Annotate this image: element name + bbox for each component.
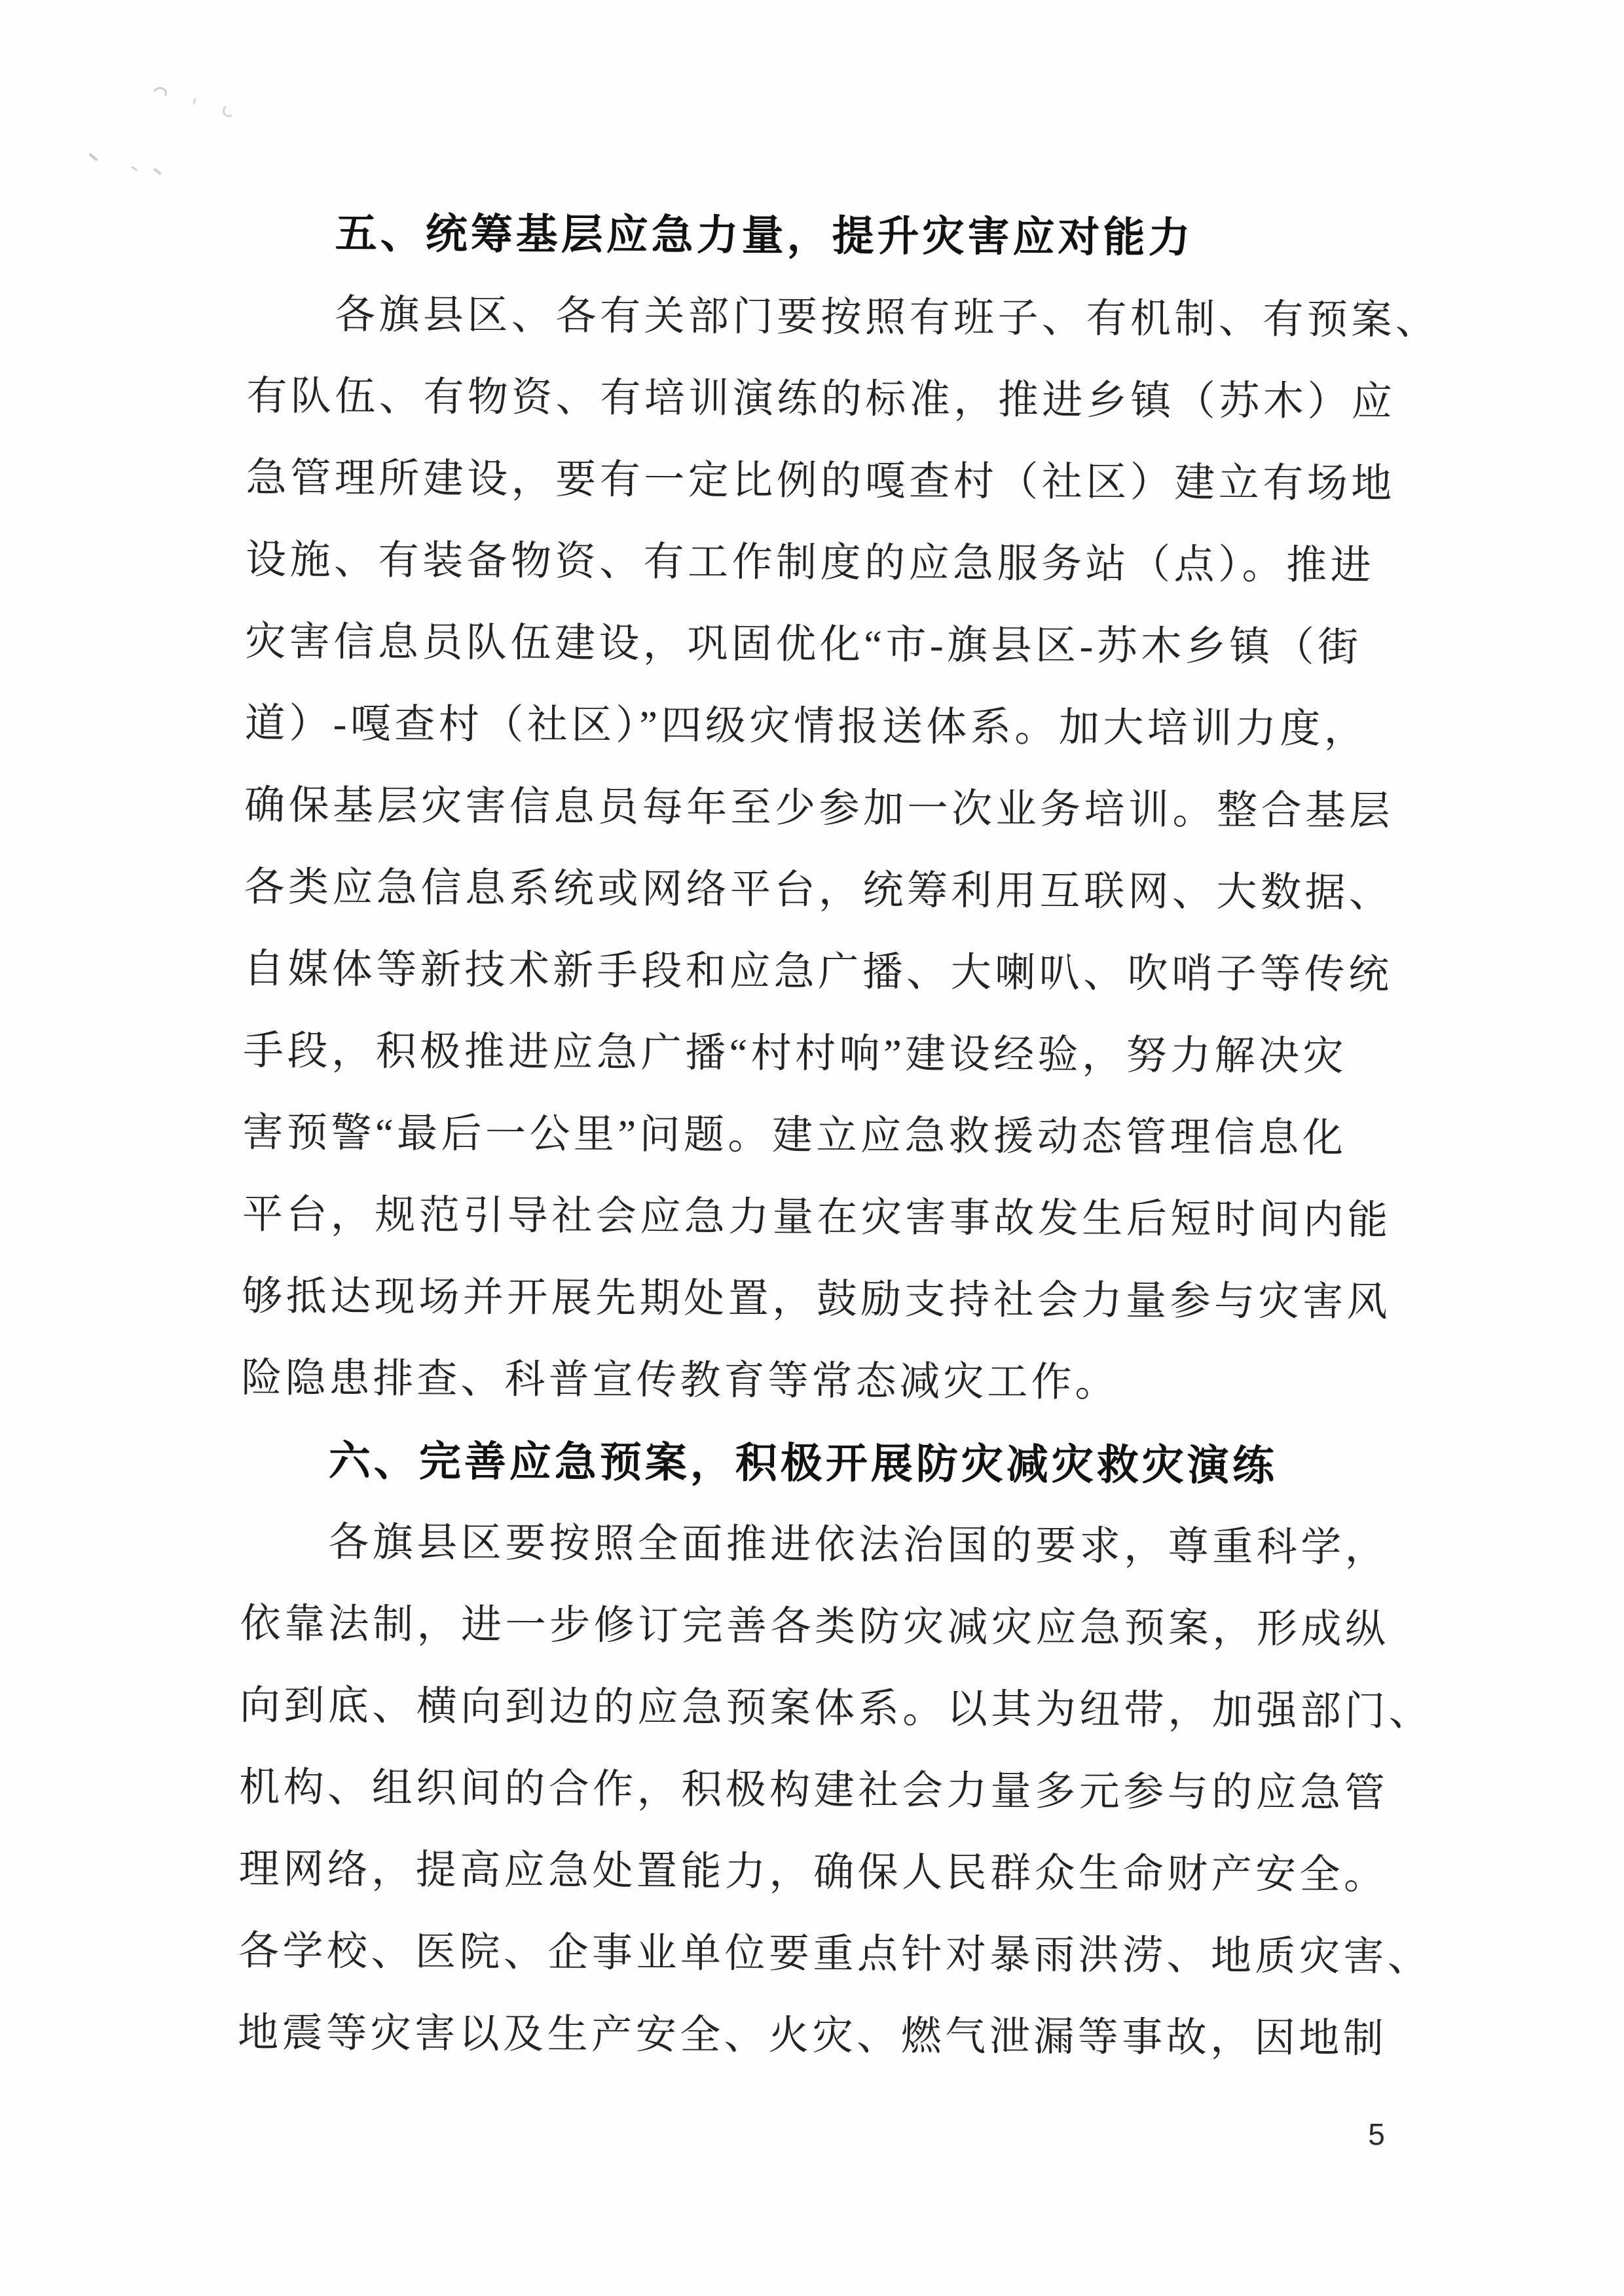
scan-artifact: [153, 168, 162, 175]
text-line: 够抵达现场并开展先期处置，鼓励支持社会力量参与灾害风: [242, 1274, 1392, 1325]
text-line: 各类应急信息系统或网络平台，统筹利用互联网、大数据、: [244, 865, 1393, 916]
text-line: 各旗县区要按照全面推进依法治国的要求，尊重科学，: [328, 1520, 1390, 1571]
text-line: 有队伍、有物资、有培训演练的标准，推进乡镇（苏木）应: [246, 374, 1396, 425]
text-line: 道）-嘎查村（社区）”四级灾情报送体系。加大培训力度，: [244, 701, 1369, 752]
text-line: 险隐患排查、科普宣传教育等常态减灾工作。: [241, 1356, 1119, 1406]
page-number: 5: [1368, 2117, 1385, 2151]
text-line: 依靠法制，进一步修订完善各类防灾减灾应急预案，形成纵: [240, 1601, 1390, 1652]
text-line: 确保基层灾害信息员每年至少参加一次业务培训。整合基层: [244, 783, 1394, 834]
text-line: 平台，规范引导社会应急力量在灾害事故发生后短时间内能: [242, 1192, 1392, 1243]
text-line: 理网络，提高应急处置能力，确保人民群众生命财产安全。: [238, 1847, 1388, 1898]
scan-artifact: [193, 98, 201, 106]
text-line: 各旗县区、各有关部门要按照有班子、有机制、有预案、: [334, 293, 1440, 343]
scan-artifact: [151, 85, 169, 102]
text-line: 地震等灾害以及生产安全、火灾、燃气泄漏等事故，因地制: [238, 2011, 1388, 2062]
section-heading: 五、统筹基层应急力量，提升灾害应对能力: [335, 210, 1194, 261]
scan-artifact: [131, 166, 138, 171]
text-line: 手段，积极推进应急广播“村村响”建设经验，努力解决灾: [242, 1029, 1348, 1080]
document-body: [238, 192, 1440, 2080]
scan-artifact: [88, 153, 98, 162]
text-line: 灾害信息员队伍建设，巩固优化“市-旗县区-苏木乡镇（街: [245, 619, 1362, 670]
scan-artifact: [221, 103, 236, 118]
text-line: 急管理所建设，要有一定比例的嘎查村（社区）建立有场地: [246, 456, 1395, 507]
section-heading: 六、完善应急预案，积极开展防灾减灾救灾演练: [328, 1437, 1278, 1489]
text-line: 各学校、医院、企事业单位要重点针对暴雨洪涝、地质灾害、: [238, 1929, 1432, 1980]
text-line: 机构、组织间的合作，积极构建社会力量多元参与的应急管: [239, 1765, 1389, 1816]
text-line: 设施、有装备物资、有工作制度的应急服务站（点）。推进: [245, 538, 1375, 589]
text-line: 害预警“最后一公里”问题。建立应急救援动态管理信息化: [242, 1110, 1347, 1161]
text-line: 自媒体等新技术新手段和应急广播、大喇叭、吹哨子等传统: [243, 947, 1393, 998]
text-line: 向到底、横向到边的应急预案体系。以其为纽带，加强部门、: [239, 1683, 1433, 1734]
